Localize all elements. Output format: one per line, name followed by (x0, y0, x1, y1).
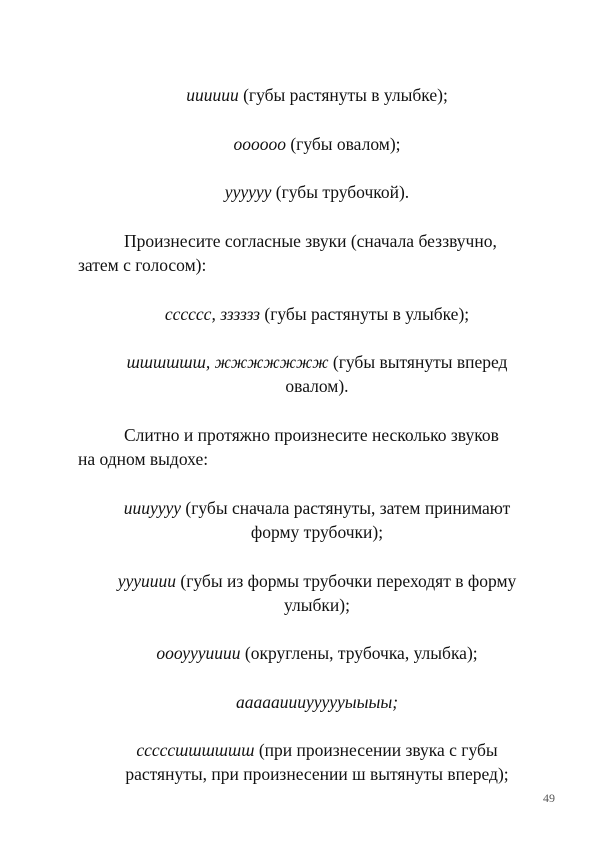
text-line-7: шшшшшш, жжжжжжж (губы вытянуты вперед (126, 352, 508, 372)
text-line-6: сссссс, зззззз (губы растянуты в улыбке); (164, 304, 470, 324)
text-line-14: улыбки); (284, 595, 350, 615)
text-line-18: растянуты, при произнесении ш вытянуты вперед); (125, 764, 509, 784)
text-line-1: ииииии (губы растянуты в улыбке); (186, 85, 448, 105)
page-number: 49 (543, 791, 555, 805)
paragraph-2-line-2: на одном выдохе: (78, 449, 209, 469)
text-line-12: форму трубочки); (250, 522, 384, 542)
text-line-11: иииуууу (губы сначала растянуты, затем принимают (123, 498, 511, 518)
text-line-17: сссссшшшшшш (при произнесении звука с губы (136, 740, 498, 760)
text-line-16: аааааиииуууууыыыы; (235, 692, 399, 712)
text-line-3: уууууу (губы трубочкой). (224, 182, 410, 202)
paragraph-1-line-2: затем с голосом): (78, 255, 207, 275)
text-line-15: оооуууииии (округлены, трубочка, улыбка); (156, 643, 478, 663)
paragraph-2-line-1: Слитно и протяжно произнесите несколько звуков (124, 425, 499, 445)
text-line-13: уууииии (губы из формы трубочки переходят в форму (117, 571, 517, 591)
paragraph-1-line-1: Произнесите согласные звуки (сначала беззвучно, (124, 231, 497, 251)
text-line-8: овалом). (285, 376, 349, 396)
text-line-2: оооооо (губы овалом); (233, 134, 401, 154)
